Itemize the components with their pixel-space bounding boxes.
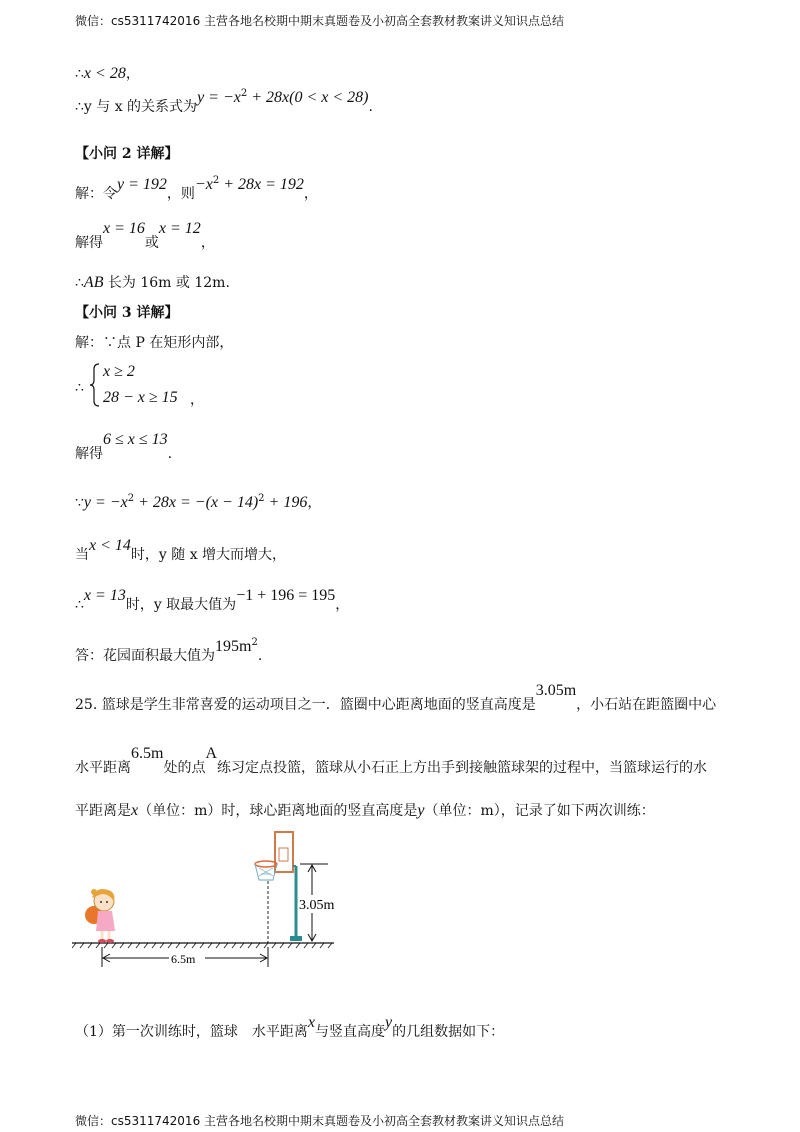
line-relation: ∴y 与 x 的关系式为$y = -x^2 + 28x(0 < x < 28)$. [75, 88, 373, 115]
brace-icon [90, 363, 100, 407]
page-footer: 微信：cs5311742016 主营各地名校期中期末真题卷及小初高全套教材教案讲义知识点总结 [75, 1114, 565, 1128]
subquestion-2-title: 【小问 2 详解】 [75, 146, 179, 162]
line-x-interval: 解得6 ≤ x ≤ 13. [75, 431, 173, 462]
line-max-value: ∴x = 13时，y 取最大值为−1 + 196 = 195， [75, 587, 350, 613]
line-x-range: ∴x < 28， [75, 65, 140, 82]
line-vertex-form: ∵y = $-x^2 + 28x = -(x - 14)^2 + 196$， [75, 493, 322, 511]
problem-25-line-3: 平距离是x（单位：m）时，球心距离地面的竖直高度是y（单位：m），记录了如下两次训练： [75, 802, 655, 819]
height-dimension [298, 864, 338, 941]
girl-shooter-icon [85, 889, 115, 943]
line-solutions: 解得x = 16或x = 12， [75, 220, 215, 251]
subquestion-3-title: 【小问 3 详解】 [75, 305, 179, 321]
ground [72, 943, 334, 948]
line-set-y: 解：令y = 192，则$-x^2 + 28x = 192$， [75, 175, 318, 202]
line-point-p: 解：∵点 P 在矩形内部， [75, 335, 234, 351]
line-increasing: 当x < 14时，y 随 x 增大而增大， [75, 537, 287, 563]
distance-label: 6.5m [171, 952, 196, 966]
problem-25-line-2: 水平距离6.5m处的点A练习定点投篮，篮球从小石正上方出手到接触篮球架的过程中，当篮球运行的水 [75, 745, 708, 776]
problem-25-line-1: 25. 篮球是学生非常喜爱的运动项目之一．篮圈中心距离地面的竖直高度是3.05m，小石站在距篮圈中心 [75, 682, 717, 713]
basketball-hoop-icon [255, 832, 302, 941]
basketball-figure [72, 828, 342, 978]
page-header: 微信：cs5311742016 主营各地名校期中期末真题卷及小初高全套教材教案讲义知识点总结 [75, 14, 565, 28]
line-ab-length: ∴AB 长为 16m 或 12m. [75, 274, 230, 291]
line-answer: 答：花园面积最大值为$195m^2$. [75, 637, 263, 664]
subquestion-1-intro: （1）第一次训练时，篮球 水平距离x与竖直高度y的几组数据如下： [75, 1014, 505, 1040]
height-label: 3.05m [299, 898, 335, 913]
distance-dimension [102, 947, 268, 967]
